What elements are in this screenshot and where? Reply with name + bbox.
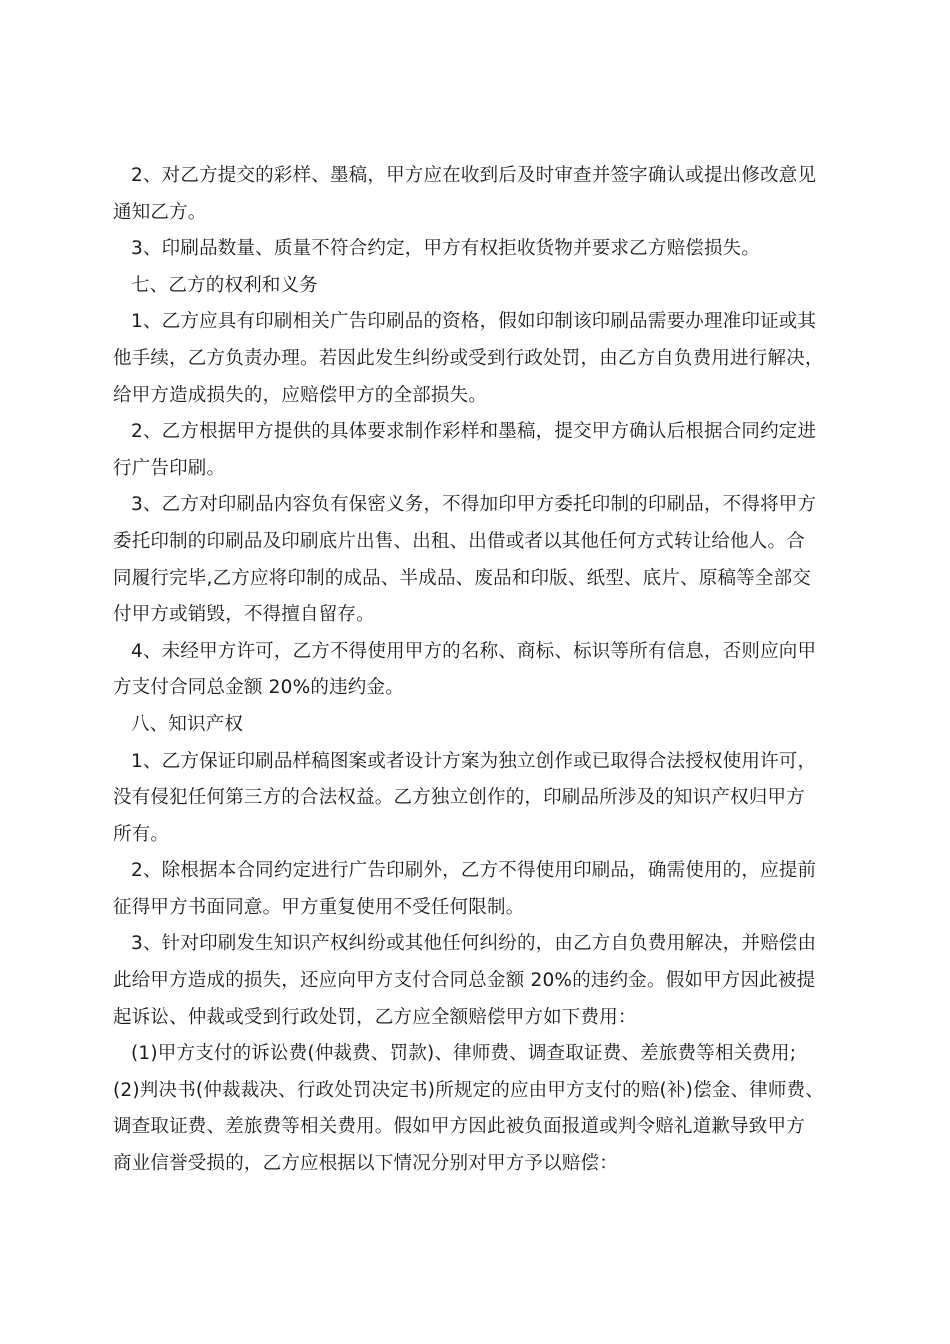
text-line: (1)甲方支付的诉讼费(仲裁费、罚款)、律师费、调查取证费、差旅费等相关费用; (131, 1043, 797, 1065)
text-line: 七、乙方的权利和义务 (131, 274, 319, 296)
text-line: 3、乙方对印刷品内容负有保密义务，不得加印甲方委托印制的印刷品，不得将甲方 (131, 494, 817, 516)
text-line: 起诉讼、仲裁或受到行政处罚，乙方应全额赔偿甲方如下费用： (113, 1006, 637, 1028)
text-line: 八、知识产权 (131, 713, 244, 735)
text-line: 2、除根据本合同约定进行广告印刷外，乙方不得使用印刷品，确需使用的，应提前 (131, 860, 817, 882)
text-line: 3、针对印刷发生知识产权纠纷或其他任何纠纷的，由乙方自负费用解决，并赔偿由 (131, 933, 817, 955)
text-line: 调查取证费、差旅费等相关费用。假如甲方因此被负面报道或判令赔礼道歉导致甲方 (113, 1116, 805, 1138)
text-line: 通知乙方。 (113, 201, 207, 223)
text-line: 此给甲方造成的损失，还应向甲方支付合同总金额 20%的违约金。假如甲方因此被提 (113, 970, 816, 992)
text-line: 3、印刷品数量、质量不符合约定，甲方有权拒收货物并要求乙方赔偿损失。 (131, 238, 761, 260)
text-line: 1、乙方保证印刷品样稿图案或者设计方案为独立创作或已取得合法授权使用许可， (131, 750, 817, 772)
text-line: 行广告印刷。 (113, 457, 226, 479)
text-line: 2、对乙方提交的彩样、墨稿，甲方应在收到后及时审查并签字确认或提出修改意见 (131, 165, 817, 186)
text-line: 商业信誉受损的，乙方应根据以下情况分别对甲方予以赔偿： (113, 1153, 618, 1175)
text-line: 2、乙方根据甲方提供的具体要求制作彩样和墨稿，提交甲方确认后根据合同约定进 (131, 421, 817, 443)
text-line: 1、乙方应具有印刷相关广告印刷品的资格，假如印制该印刷品需要办理准印证或其 (131, 311, 817, 333)
text-line: 4、未经甲方许可，乙方不得使用甲方的名称、商标、标识等所有信息，否则应向甲 (131, 640, 817, 662)
text-line: 没有侵犯任何第三方的合法权益。乙方独立创作的，印刷品所涉及的知识产权归甲方 (113, 787, 805, 809)
text-line: 征得甲方书面同意。甲方重复使用不受任何限制。 (113, 896, 525, 918)
text-line: 委托印制的印刷品及印刷底片出售、出租、出借或者以其他任何方式转让给他人。合 (113, 530, 805, 552)
text-line: 付甲方或销毁，不得擅自留存。 (113, 604, 375, 626)
text-line: 给甲方造成损失的，应赔偿甲方的全部损失。 (113, 384, 488, 406)
text-line: 所有。 (113, 823, 170, 845)
text-line: 方支付合同总金额 20%的违约金。 (113, 677, 404, 699)
text-line: 他手续，乙方负责办理。若因此发生纠纷或受到行政处罚，由乙方自负费用进行解决， (113, 347, 824, 369)
contract-body (113, 158, 849, 1183)
text-line: (2)判决书(仲裁裁决、行政处罚决定书)所规定的应由甲方支付的赔(补)偿金、律师费、 (113, 1079, 824, 1101)
text-line: 同履行完毕,乙方应将印制的成品、半成品、废品和印版、纸型、底片、原稿等全部交 (113, 567, 811, 589)
